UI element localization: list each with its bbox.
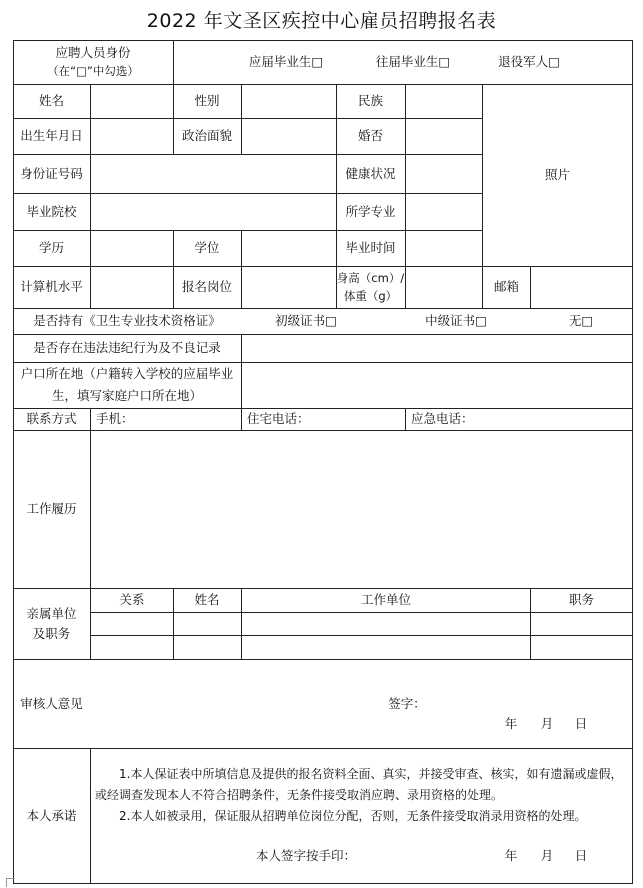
relatives-label-line2: 及职务: [32, 625, 71, 641]
hukou-field[interactable]: [242, 362, 632, 408]
education-label: 学历: [38, 240, 64, 255]
identity-label-line2: （在“□”中勾选）: [47, 64, 139, 78]
relatives-row[interactable]: [91, 636, 632, 659]
computer-level-label: 计算机水平: [20, 279, 83, 294]
reviewer-opinion-field[interactable]: [91, 659, 632, 748]
pledge-label: 本人承诺: [26, 807, 77, 823]
school-label: 毕业院校: [26, 203, 77, 219]
relatives-row[interactable]: [91, 613, 632, 635]
middle-certificate-option[interactable]: 中级证书□: [425, 313, 487, 328]
id-number-label: 身份证号码: [20, 165, 83, 181]
weight-label: 体重（g）: [343, 289, 398, 303]
reviewer-sign-label: 签字：: [388, 696, 426, 711]
applied-position-label: 报名岗位: [181, 279, 232, 294]
email-label: 邮箱: [493, 279, 519, 294]
identity-option-fresh-graduate[interactable]: 应届毕业生□: [248, 54, 324, 69]
marital-label: 婚否: [357, 128, 383, 143]
height-weight-label: [336, 266, 405, 308]
degree-label: 学位: [194, 240, 220, 255]
review-day-label: 日: [574, 716, 588, 731]
certificate-question: 是否持有《卫生专业技术资格证》: [33, 313, 221, 328]
pledge-month-label: 月: [540, 848, 554, 863]
health-label: 健康状况: [345, 165, 396, 181]
computer-level-field[interactable]: [91, 266, 173, 308]
emergency-phone-field[interactable]: 应急电话：: [411, 411, 474, 426]
hukou-label-line2: 生，填写家庭户口所在地）: [51, 388, 202, 403]
reviewer-opinion-label: 审核人意见: [20, 695, 83, 711]
duty-header: 职务: [568, 592, 594, 607]
identity-label-line1: 应聘人员身份: [55, 45, 131, 60]
review-year-label: 年: [504, 716, 518, 731]
id-number-field[interactable]: [91, 154, 336, 193]
political-status-label: 政治面貌: [181, 128, 232, 143]
birth-date-field[interactable]: [91, 118, 173, 154]
height-label: 身高（cm）/: [336, 271, 405, 285]
relative-name-header: 姓名: [194, 592, 220, 607]
contact-label: 联系方式: [26, 411, 77, 426]
school-field[interactable]: [91, 193, 336, 230]
identity-label: [13, 40, 173, 84]
work-history-label: 工作履历: [26, 501, 77, 516]
major-label: 所学专业: [345, 203, 396, 219]
pledge-clause-2: 2.本人如被录用，保证服从招聘单位岗位分配，否则，无条件接受取消录用资格的处理。: [119, 809, 587, 823]
identity-option-veteran[interactable]: 退役军人□: [498, 54, 560, 69]
violation-record-label: 是否存在违法违纪行为及不良记录: [33, 340, 221, 355]
major-field[interactable]: [406, 193, 482, 230]
no-certificate-option[interactable]: 无□: [568, 313, 594, 328]
birth-date-label: 出生年月日: [20, 128, 83, 143]
review-month-label: 月: [540, 716, 554, 731]
graduation-time-field[interactable]: [406, 230, 482, 266]
page-corner-mark: [6, 878, 15, 887]
applied-position-field[interactable]: [242, 266, 336, 308]
mobile-field[interactable]: 手机：: [96, 411, 134, 426]
degree-field[interactable]: [242, 230, 336, 266]
ethnicity-field[interactable]: [406, 84, 482, 118]
political-status-field[interactable]: [242, 118, 336, 154]
hukou-label: [13, 362, 241, 408]
pledge-clause-1: 1.本人保证表中所填信息及提供的报名资料全面、真实，并接受审查、核实，如有遗漏或虚假，或经调查发现本人不符合招聘条件，无条件接受取消应聘、录用资格的处理。: [95, 767, 623, 802]
junior-certificate-option[interactable]: 初级证书□: [275, 313, 337, 328]
work-history-field[interactable]: [91, 430, 632, 588]
relatives-label-line1: 亲属单位: [26, 605, 77, 621]
gender-label: 性别: [194, 93, 220, 108]
work-unit-header: 工作单位: [360, 592, 411, 607]
relatives-label: [13, 588, 90, 659]
education-field[interactable]: [91, 230, 173, 266]
identity-option-past-graduate[interactable]: 往届毕业生□: [375, 54, 451, 69]
hukou-label-line1: 户口所在地（户籍转入学校的应届毕业: [20, 366, 234, 381]
graduation-time-label: 毕业时间: [345, 240, 396, 255]
gender-field[interactable]: [242, 84, 336, 118]
name-field[interactable]: [91, 84, 173, 118]
marital-field[interactable]: [406, 118, 482, 154]
pledge-year-label: 年: [504, 848, 518, 863]
relation-header: 关系: [119, 592, 145, 607]
form-title: 2022 年文圣区疾控中心雇员招聘报名表: [146, 10, 497, 32]
name-label: 姓名: [38, 93, 64, 108]
photo-box[interactable]: 照片: [544, 167, 570, 182]
pledge-sign-label: 本人签字按手印：: [255, 848, 356, 863]
home-phone-field[interactable]: 住宅电话：: [247, 411, 310, 426]
pledge-day-label: 日: [574, 848, 588, 863]
email-field[interactable]: [531, 266, 632, 308]
violation-record-field[interactable]: [242, 334, 632, 362]
registration-form-table: [13, 40, 633, 884]
height-weight-field[interactable]: [406, 266, 482, 308]
ethnicity-label: 民族: [357, 93, 383, 108]
health-field[interactable]: [406, 154, 482, 193]
